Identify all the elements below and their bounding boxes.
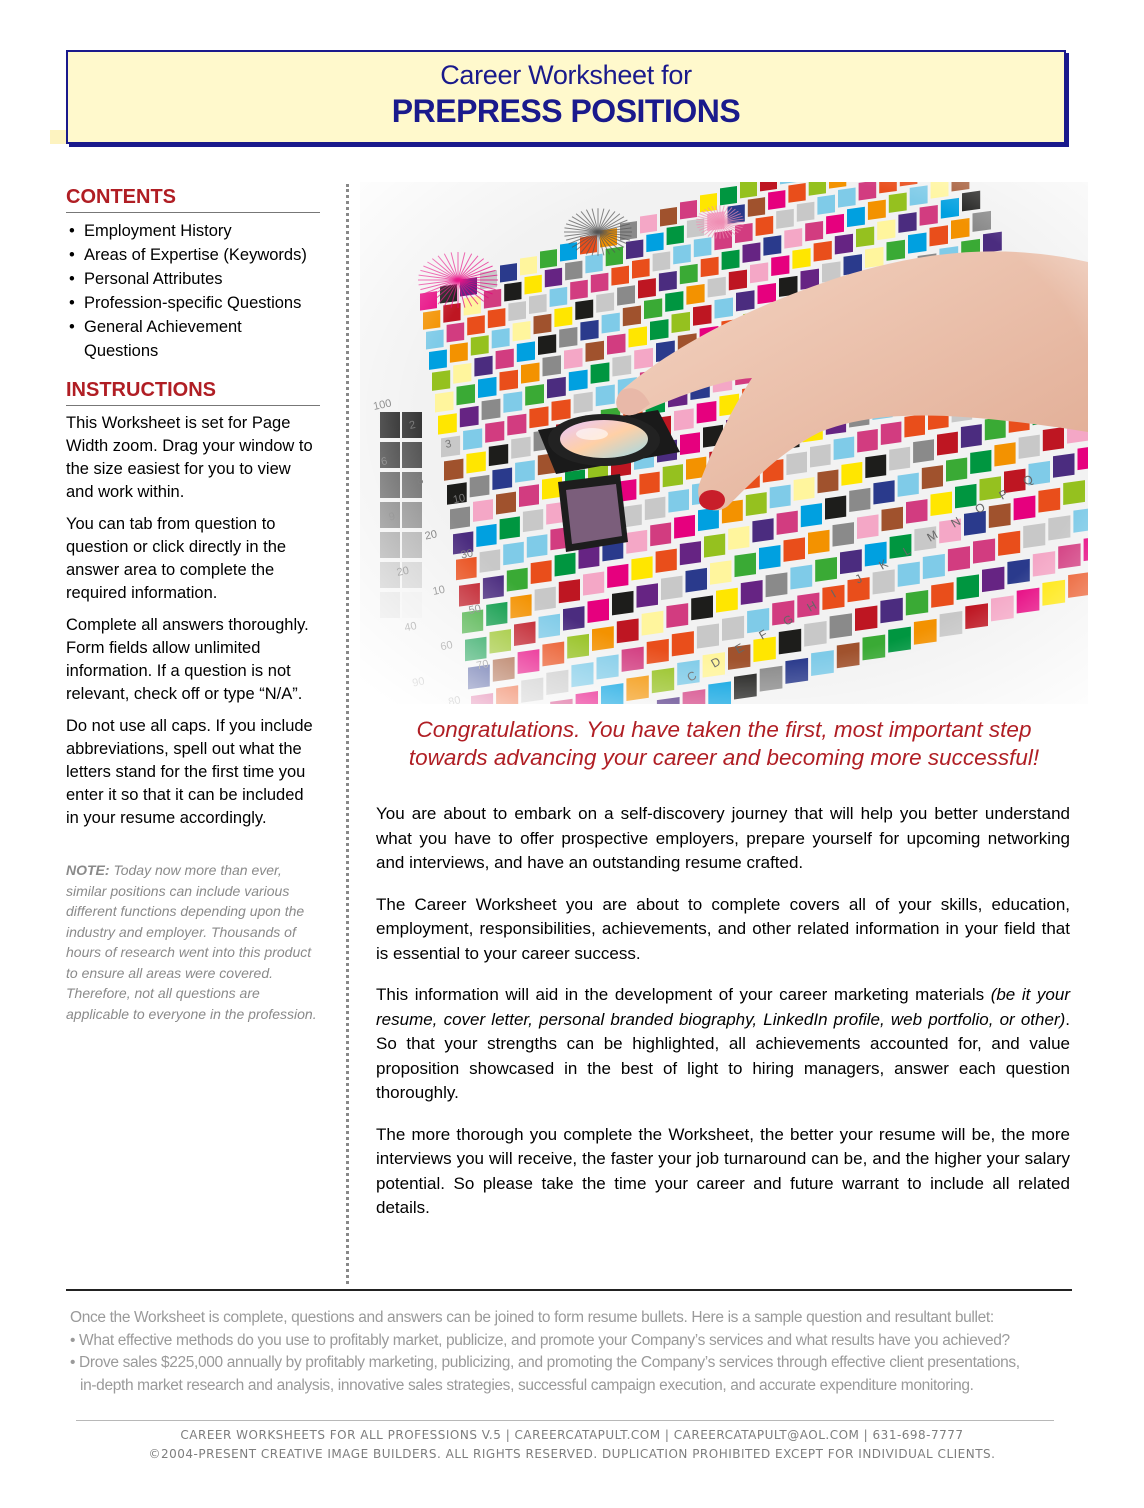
sample-bullet-line-1: • Drove sales $225,000 annually by profitably marketing, publicizing, and promoting the Company’s services through effective client presentations, <box>70 1354 1020 1371</box>
body-p3-italic: (be it your resume, cover letter, personal branded biography, LinkedIn profile, web portfolio, or other) <box>376 985 1070 1029</box>
header-subtitle: Career Worksheet for <box>440 60 692 90</box>
sample-bullet-line-2: in-depth market research and analysis, innovative sales strategies, successful campaign execution, and accurate expenditure monitoring. <box>80 1376 974 1394</box>
page-footer <box>60 1426 1084 1464</box>
footer-divider <box>76 1420 1054 1421</box>
note-text: Today now more than ever, similar positions can include various different functions depending upon the industry and employer. Thousands of hours of research went into this product to ensure all areas were covered. Therefore, not all questions are applicable to everyone in the profession. <box>66 862 317 1022</box>
instruction-paragraph: This Worksheet is set for Page Width zoom. Drag your window to the size easiest for you to view and work within. <box>66 414 313 501</box>
note-label: NOTE: <box>66 862 110 878</box>
body-paragraph-1: You are about to embark on a self-discovery journey that will help you better understand what you have to offer prospective employers, prepare yourself for upcoming networking and interviews, and have an outstanding resume crafted. <box>376 804 1070 872</box>
contents-item-general-achievement[interactable]: • General Achievement Questions <box>66 315 320 363</box>
sample-intro: Once the Worksheet is complete, questions and answers can be joined to form resume bullets. Here is a sample question and resultant bullet: <box>70 1309 994 1326</box>
instructions-heading: INSTRUCTIONS <box>66 379 320 406</box>
body-paragraph-4: The more thorough you complete the Worksheet, the better your resume will be, the more interviews you will receive, the faster your job turnaround can be, and the higher your salary potential. So please take the time your career and future warrant to include all related details. <box>376 1124 1070 1217</box>
bottom-divider <box>66 1289 1072 1291</box>
intro-body <box>376 802 1070 1238</box>
contents-item-areas-of-expertise[interactable]: • Areas of Expertise (Keywords) <box>66 243 320 267</box>
left-column <box>66 186 320 1024</box>
note-box <box>66 860 320 1024</box>
congratulations-message <box>360 716 1088 772</box>
body-p3-start: This information will aid in the development of your career marketing materials <box>376 985 991 1004</box>
sample-question: • What effective methods do you use to profitably market, publicize, and promote your Company’s services and what results have you achieved? <box>70 1331 1010 1349</box>
color-chart-image <box>360 182 1088 704</box>
sample-bullet-section <box>70 1307 1080 1397</box>
footer-copyright: ©2004-PRESENT CREATIVE IMAGE BUILDERS. ALL RIGHTS RESERVED. DUPLICATION PROHIBITED EXCEPT FOR INDIVIDUAL CLIENTS. <box>148 1447 996 1461</box>
column-divider <box>346 184 349 1284</box>
page-header <box>66 50 1066 144</box>
body-p3-end: . So that your strengths can be highlighted, all achievements accounted for, and value proposition showcased in the best of light to hiring managers, answer each question thoroughly. <box>376 1009 1070 1102</box>
body-paragraph-3 <box>376 983 1070 1106</box>
footer-contact: CAREER WORKSHEETS FOR ALL PROFESSIONS V.5 | CAREERCATAPULT.COM | CAREERCATAPULT@AOL.COM | 631-698-7777 <box>180 1428 964 1442</box>
contents-item-employment-history[interactable]: • Employment History <box>66 219 320 243</box>
body-paragraph-2: The Career Worksheet you are about to complete covers all of your skills, education, employment, responsibilities, achievements, and other related information in your field that is essential to your career success. <box>376 894 1070 963</box>
color-chart-photo <box>360 182 1088 704</box>
instruction-paragraph: Complete all answers thoroughly. Form fields allow unlimited information. If a question is not relevant, check off or type “N/A”. <box>66 616 309 703</box>
contents-item-personal-attributes[interactable]: • Personal Attributes <box>66 267 320 291</box>
contents-item-profession-questions[interactable]: • Profession-specific Questions <box>66 291 320 315</box>
congrats-line-2: towards advancing your career and becoming more successful! <box>408 745 1040 770</box>
contents-heading: CONTENTS <box>66 186 320 213</box>
instruction-paragraph: Do not use all caps. If you include abbreviations, spell out what the letters stand for the first time you enter it so that it can be included in your resume accordingly. <box>66 717 313 827</box>
congrats-line-1: Congratulations. You have taken the first, most important step <box>416 717 1032 742</box>
instructions-section <box>66 379 320 830</box>
page-title: PREPRESS POSITIONS <box>391 93 741 129</box>
instruction-paragraph: You can tab from question to question or click directly in the answer area to complete the required information. <box>66 515 287 602</box>
contents-list <box>66 219 320 363</box>
